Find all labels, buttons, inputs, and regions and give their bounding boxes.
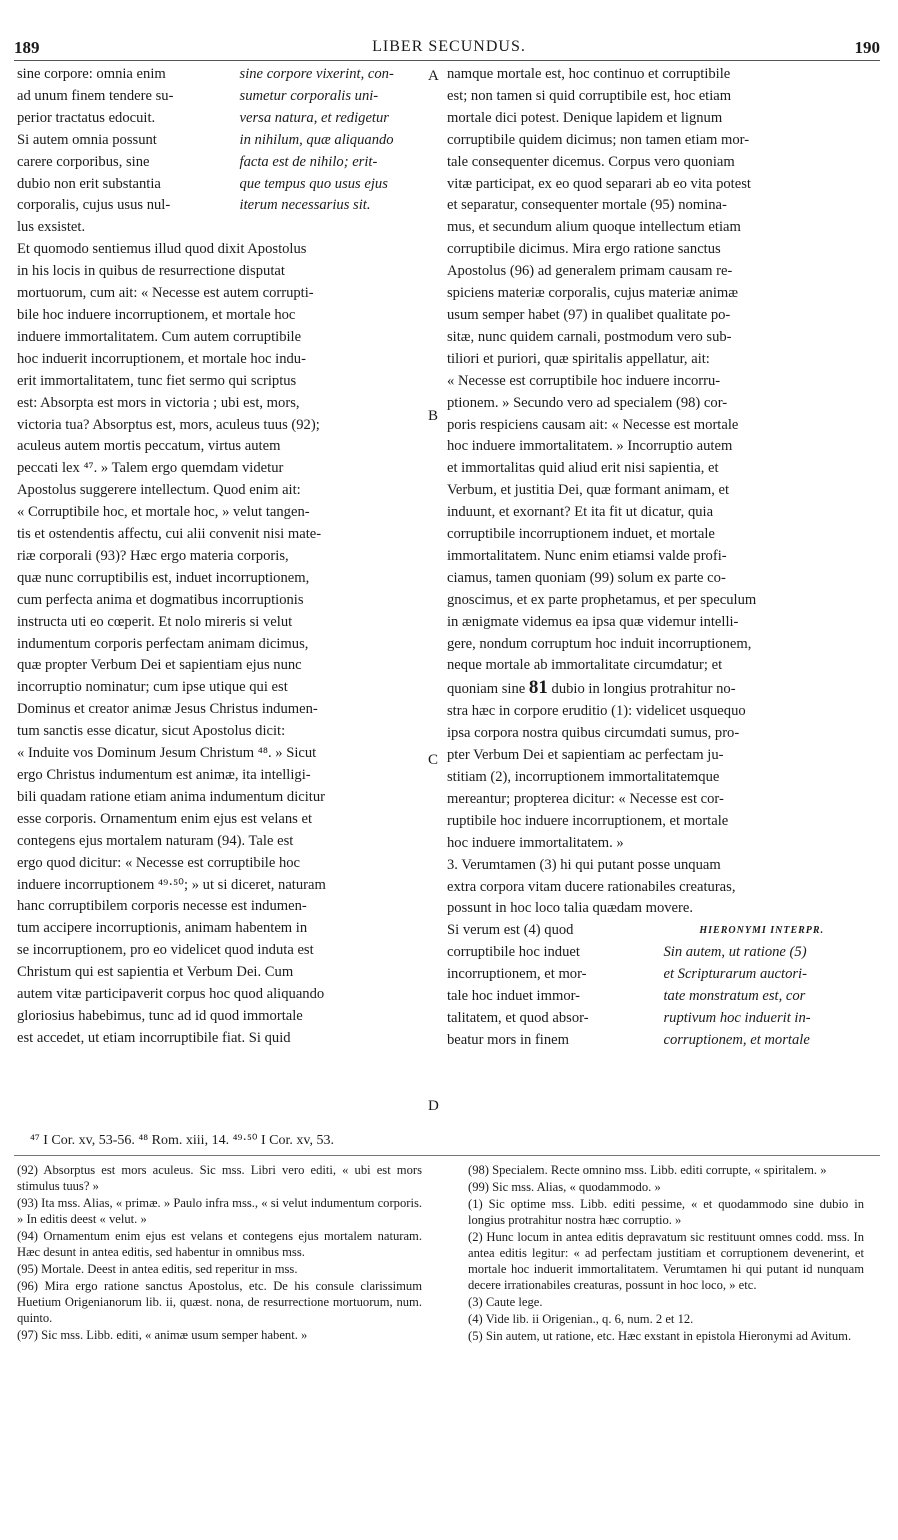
- text-line: bili quadam ratione etiam anima indumentum dicitur: [17, 788, 326, 805]
- footnote: (1) Sic optime mss. Libb. editi pessime, « et quodammodo sine dubio in longius protrahitur nostra hæc corruptio. »: [468, 1197, 864, 1227]
- text-line: quæ nunc corruptibilis est, induet incorruptionem,: [17, 569, 310, 586]
- left-jerome-interpretation: [240, 64, 425, 239]
- text-line: corruptibile incorruptionem induet, et mortale: [447, 526, 715, 543]
- right-column: [447, 64, 860, 1052]
- text-line: et Scripturarum auctori-: [663, 966, 807, 983]
- text-line: sine corpore vixerint, con-: [239, 66, 394, 82]
- text-line: indumentum corporis perfectam animam dicimus,: [17, 635, 309, 652]
- text-line: et immortalitas quid aliud erit nisi sapientia, et: [447, 460, 719, 477]
- footnote: (96) Mira ergo ratione sanctus Apostolus, etc. De his consule clarissimum Huetium Origenianorum lib. ii, quæst. nona, de resurrectione mortuorum, num. quinto.: [17, 1279, 422, 1325]
- text-line: carere corporibus, sine: [17, 153, 150, 170]
- text-line: Sin autem, ut ratione (5): [663, 944, 807, 961]
- footnote: (92) Absorptus est mors aculeus. Sic mss. Libri vero editi, « ubi est mors stimulus tuus? »: [17, 1163, 422, 1193]
- text-line: Apostolus suggerere intellectum. Quod enim ait:: [17, 482, 301, 499]
- text-line: induunt, et exornant? Et ita fit ut dicatur, quia: [447, 504, 714, 521]
- scripture-references: ⁴⁷ I Cor. xv, 53-56. ⁴⁸ Rom. xiii, 14. ⁴⁹·⁵⁰ I Cor. xv, 53.: [30, 1133, 334, 1148]
- text-line: 3. Verumtamen (3) hi qui putant posse unquam: [447, 856, 721, 873]
- text-line: tum accipere incorruptionis, animam habentem in: [17, 920, 308, 937]
- footnotes-right: [468, 1162, 864, 1345]
- text-line: instructa uti eo cœperit. Et nolo mireris si velut: [17, 613, 293, 630]
- text-line: tale hoc induet immor-: [447, 988, 581, 1005]
- text-line: gnoscimus, et ex parte prophetamus, et per speculum: [447, 591, 757, 608]
- text-line: mereantur; propterea dicitur: « Necesse est cor-: [447, 790, 724, 807]
- text-line: sine corpore: omnia enim: [17, 66, 166, 82]
- text-line: erit immortalitatem, tunc fiet sermo qui scriptus: [17, 372, 297, 389]
- footnote: (3) Caute lege.: [468, 1295, 543, 1309]
- text-line: ergo quod dicitur: « Necesse est corruptibile hoc: [17, 854, 301, 871]
- footnote: (2) Hunc locum in antea editis depravatum sic restituunt omnes codd. mss. In antea editis legitur: « ad perfectam justitiam et corruptionem devenerint, et mortale hoc induerit immortalitatem. Verumtamen hi qui putant id nunquam decere irrationabiles creaturas, possunt in hoc loco, » etc.: [468, 1230, 864, 1292]
- text-line: sumetur corporalis uni-: [239, 87, 379, 104]
- page-number-left: 189: [14, 38, 40, 57]
- text-line: Dominus et creator animæ Jesus Christus indumen-: [17, 701, 318, 718]
- margin-letter-a: A: [428, 68, 439, 84]
- left-body-text: [17, 239, 425, 1050]
- footnote: (93) Ita mss. Alias, « primæ. » Paulo infra mss., « si velut indumentum corporis. » In editis deest « velut. »: [17, 1196, 422, 1226]
- text-line: in his locis in quibus de resurrectione disputat: [17, 263, 285, 280]
- margin-letter-d: D: [428, 1098, 439, 1114]
- text-line: incorruptionem, et mor-: [447, 966, 587, 983]
- text-line: mortuorum, cum ait: « Necesse est autem corrupti-: [17, 285, 314, 302]
- text-line: ergo Christus indumentum est animæ, ita intelligi-: [17, 767, 311, 783]
- text-line: spiciens materiæ corporalis, cujus materiæ animæ: [447, 285, 738, 302]
- footnotes-left: [17, 1162, 422, 1344]
- text-line: gere, nondum corruptum hoc induit incorruptionem,: [447, 635, 752, 652]
- text-line: corruptionem, et mortale: [663, 1031, 810, 1048]
- text-line: perior tractatus edocuit.: [17, 109, 156, 126]
- text-line: sitæ, nunc quidem carnali, postmodum vero sub-: [447, 328, 732, 345]
- text-line: est: Absorpta est mors in victoria ; ubi est, mors,: [17, 394, 300, 411]
- page-number-right: 190: [854, 38, 880, 57]
- text-line: facta est de nihilo; erit-: [239, 153, 378, 170]
- text-line: hoc induere immortalitatem. »: [447, 834, 624, 851]
- text-line: poris respiciens causam ait: « Necesse est mortale: [447, 416, 739, 433]
- text-line: tis et ostendentis affectu, cui alii convenit nisi mate-: [17, 526, 322, 543]
- text-line: Si autem omnia possunt: [17, 131, 157, 148]
- text-line: ptionem. » Secundo vero ad specialem (98) cor-: [447, 394, 728, 411]
- text-line: in nihilum, quæ aliquando: [239, 131, 394, 148]
- text-line: contegens ejus mortalem naturam (94). Tale est: [17, 832, 294, 849]
- text-line: corruptibile quidem dicimus; non tamen etiam mor-: [447, 131, 750, 148]
- text-line: se incorruptionem, pro eo videlicet quod induta est: [17, 942, 314, 959]
- text-line: pter Verbum Dei et sapientiam ac perfectam ju-: [447, 747, 724, 764]
- footnote: (99) Sic mss. Alias, « quodammodo. »: [468, 1180, 661, 1194]
- text-line: que tempus quo usus ejus: [239, 175, 388, 192]
- right-body-text-2: [447, 701, 860, 920]
- text-line: quæ propter Verbum Dei et sapientiam ejus nunc: [17, 657, 302, 674]
- footnote: (94) Ornamentum enim ejus est velans et contegens ejus mortalem naturam. Hæc desunt in antea editis, sed habentur in omnibus mss.: [17, 1229, 422, 1259]
- text-line: cum perfecta anima et dogmatibus incorruptionis: [17, 591, 304, 608]
- text-line: iterum necessarius sit.: [239, 197, 371, 214]
- text-line: induere immortalitatem. Cum autem corruptibile: [17, 328, 302, 345]
- text-line: Et quomodo sentiemus illud quod dixit Apostolus: [17, 241, 307, 258]
- right-jerome-interpretation: [663, 942, 860, 1052]
- text-line: mortale dici potest. Denique lapidem et lignum: [447, 109, 723, 126]
- left-column: [17, 64, 425, 1050]
- text-line: possunt in hoc loco talia quædam movere.: [447, 900, 694, 917]
- text-line: tale consequenter dicemus. Corpus vero quoniam: [447, 153, 735, 170]
- text-line: versa natura, et redigetur: [239, 109, 389, 126]
- running-title: LIBER SECUNDUS.: [372, 38, 526, 55]
- text-line: aculeus autem mortis peccatum, virtus autem: [17, 438, 281, 455]
- text-line: tate monstratum est, cor: [663, 988, 806, 1005]
- left-parallel-block: [17, 64, 425, 239]
- footnote: (4) Vide lib. ii Origenian., q. 6, num. 2 et 12.: [468, 1312, 694, 1326]
- text-line: vitæ participat, ex eo quod separari ab eo vita potest: [447, 175, 751, 192]
- left-greek-translation: [17, 64, 230, 239]
- text-line: in ænigmate videmus ea ipsa quæ videmur intelli-: [447, 613, 739, 630]
- text-line: corruptibile hoc induet: [447, 944, 580, 961]
- text-line: et separatur, consequenter mortale (95) nomina-: [447, 197, 727, 214]
- text-line: ad unum finem tendere su-: [17, 87, 174, 104]
- text-line: talitatem, et quod absor-: [447, 1009, 589, 1026]
- text-line: Apostolus (96) ad generalem primam causam re-: [447, 263, 733, 280]
- right-line-81: quoniam sine 81 dubio in longius protrahitur no-: [447, 677, 736, 699]
- text-line: hoc induerit incorruptionem, et mortale hoc indu-: [17, 350, 306, 367]
- text-line: corporalis, cujus usus nul-: [17, 197, 171, 214]
- text-line: bile hoc induere incorruptionem, et mortale hoc: [17, 306, 296, 323]
- footnote-rule: [14, 1155, 880, 1156]
- text-line: usum semper habet (97) in qualibet qualitate po-: [447, 306, 731, 323]
- text-line: esse corporis. Ornamentum enim ejus est velans et: [17, 810, 313, 827]
- text-line: peccati lex ⁴⁷. » Talem ergo quemdam videtur: [17, 460, 284, 477]
- column-number-81: 81: [528, 677, 548, 699]
- right-greek-translation: [447, 920, 653, 1051]
- text-line: gloriosius habebimus, tunc ad id quod immortale: [17, 1007, 303, 1024]
- text-line: ipsa corpora nostra quibus circumdati sumus, pro-: [447, 725, 740, 742]
- text-line: « Induite vos Dominum Jesum Christum ⁴⁸. » Sicut: [17, 745, 317, 762]
- right-parallel-block: [447, 920, 860, 1051]
- text-line: namque mortale est, hoc continuo et corruptibile: [447, 66, 731, 82]
- text-line: incorruptio nominatur; cum ipse utique qui est: [17, 679, 288, 696]
- text-line: neque mortale ab immortalitate circumdatur; et: [447, 657, 723, 674]
- text-line: lus exsistet.: [17, 219, 86, 236]
- text-line: victoria tua? Absorptus est, mors, aculeus tuus (92);: [17, 416, 320, 433]
- text-line: induere incorruptionem ⁴⁹·⁵⁰; » ut si diceret, naturam: [17, 876, 326, 893]
- text-line: ruptivum hoc induerit in-: [663, 1009, 811, 1026]
- text-line: riæ corporali (93)? Hæc ergo materia corporis,: [17, 547, 289, 564]
- text-line: mus, et secundum alium quoque intellectum etiam: [447, 219, 741, 236]
- text-line: corruptibile dicimus. Mira ergo ratione sanctus: [447, 241, 721, 258]
- text-line: tiliori et puriori, quæ spiritalis appellatur, ait:: [447, 350, 710, 367]
- text-line: ciamus, tamen quoniam (99) solum ex parte co-: [447, 569, 726, 586]
- text-line: extra corpora vitam ducere rationabiles creaturas,: [447, 878, 736, 895]
- header-rule: [14, 60, 880, 61]
- footnote: (97) Sic mss. Libb. editi, « animæ usum semper habent. »: [17, 1328, 308, 1342]
- text-line: hanc corruptibilem corporis necesse est indumen-: [17, 898, 307, 915]
- jerome-heading: HIERONYMI INTERPR.: [699, 925, 825, 937]
- text-line: Si verum est (4) quod: [447, 922, 574, 939]
- text-line: beatur mors in finem: [447, 1031, 569, 1048]
- margin-letter-b: B: [428, 408, 439, 424]
- text-line: dubio non erit substantia: [17, 175, 161, 192]
- text-line: ruptibile hoc induere incorruptionem, et mortale: [447, 812, 729, 829]
- right-body-text: [447, 64, 860, 677]
- right-jerome-block: [663, 920, 860, 1051]
- text-line: stra hæc in corpore eruditio (1): videlicet usquequo: [447, 703, 746, 720]
- text-line: tum sanctis esse dicatur, sicut Apostolus dicit:: [17, 723, 286, 740]
- text-line: est accedet, ut etiam incorruptibile fiat. Si quid: [17, 1029, 291, 1046]
- footnote: (98) Specialem. Recte omnino mss. Libb. editi corrupte, « spiritalem. »: [468, 1163, 827, 1177]
- text-line: « Corruptibile hoc, et mortale hoc, » velut tangen-: [17, 504, 310, 521]
- footnote: (95) Mortale. Deest in antea editis, sed reperitur in mss.: [17, 1262, 298, 1276]
- text-line: stitiam (2), incorruptionem immortalitatemque: [447, 769, 720, 785]
- footnote: (5) Sin autem, ut ratione, etc. Hæc exstant in epistola Hieronymi ad Avitum.: [468, 1329, 852, 1343]
- text-line: immortalitatem. Nunc enim etiamsi valde profi-: [447, 547, 727, 564]
- text-line: hoc induere immortalitatem. » Incorruptio autem: [447, 438, 733, 455]
- text-line: « Necesse est corruptibile hoc induere incorru-: [447, 372, 721, 389]
- margin-letter-c: C: [428, 752, 439, 768]
- text-line: autem vitæ participaverit corpus hoc quod aliquando: [17, 986, 325, 1003]
- text-line: Christum qui est sapientia et Verbum Dei. Cum: [17, 964, 294, 981]
- text-line: Verbum, et justitia Dei, quæ formant animam, et: [447, 482, 730, 499]
- text-line: est; non tamen si quid corruptibile est, hoc etiam: [447, 87, 732, 104]
